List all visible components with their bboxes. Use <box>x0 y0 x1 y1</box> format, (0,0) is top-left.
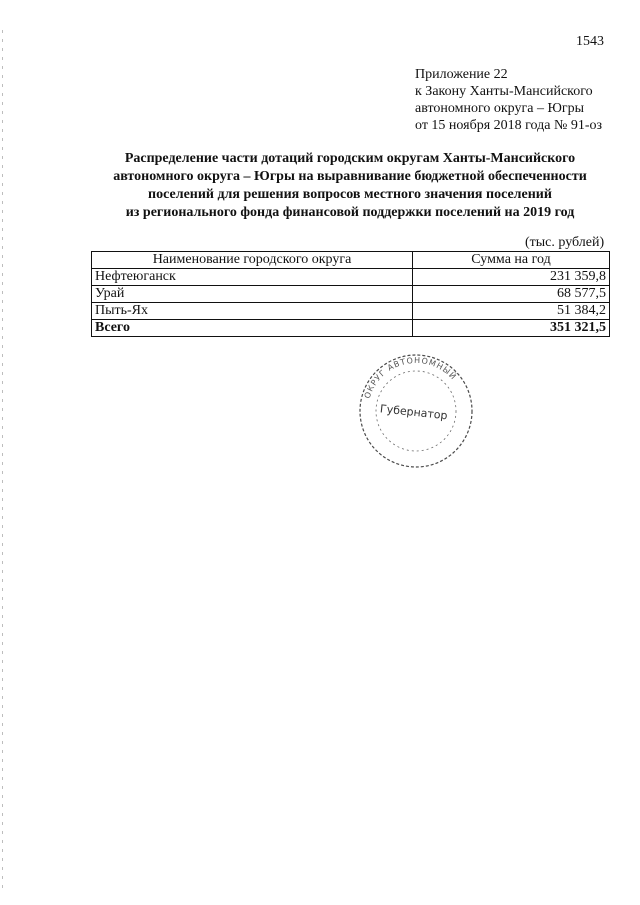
header-annual-sum: Сумма на год <box>413 252 610 269</box>
table-row <box>92 286 610 303</box>
title-line: автономного округа – Югры на выравнивание бюджетной обеспеченности <box>113 169 587 184</box>
title-line: из регионального фонда финансовой поддержки поселений на 2019 год <box>125 205 575 220</box>
seal-ring-text: ОКРУГ АВТОНОМНЫЙ <box>362 355 459 400</box>
district-name-cell: Нефтеюганск <box>92 269 413 286</box>
district-name-cell: Урай <box>92 286 413 303</box>
scan-margin-line <box>2 30 3 890</box>
header-district-name: Наименование городского округа <box>92 252 413 269</box>
appendix-line: от 15 ноября 2018 года № 91-оз <box>415 118 603 133</box>
seal-center-text: Губернатор <box>379 402 449 423</box>
annual-sum-cell: 231 359,8 <box>413 269 610 286</box>
total-sum-cell: 351 321,5 <box>413 320 610 337</box>
table-row <box>92 269 610 286</box>
table-row <box>92 303 610 320</box>
district-name-cell: Пыть-Ях <box>92 303 413 320</box>
title-line: поселений для решения вопросов местного значения поселений <box>148 187 552 202</box>
title-line: Распределение части дотаций городским округам Ханты-Мансийского <box>124 151 576 166</box>
annual-sum-cell: 51 384,2 <box>413 303 610 320</box>
document-title <box>90 150 610 222</box>
appendix-reference <box>415 66 602 134</box>
appendix-line: Приложение 22 <box>415 67 508 82</box>
distribution-table <box>91 251 610 337</box>
governor-seal-stamp <box>346 349 486 469</box>
unit-label: (тыс. рублей) <box>525 235 605 250</box>
annual-sum-cell: 68 577,5 <box>413 286 610 303</box>
total-label-cell: Всего <box>92 320 413 337</box>
appendix-line: к Закону Ханты-Мансийского <box>415 84 593 99</box>
table-total-row <box>92 320 610 337</box>
page-number: 1543 <box>576 34 604 49</box>
appendix-line: автономного округа – Югры <box>415 101 584 116</box>
table-header-row <box>92 252 610 269</box>
